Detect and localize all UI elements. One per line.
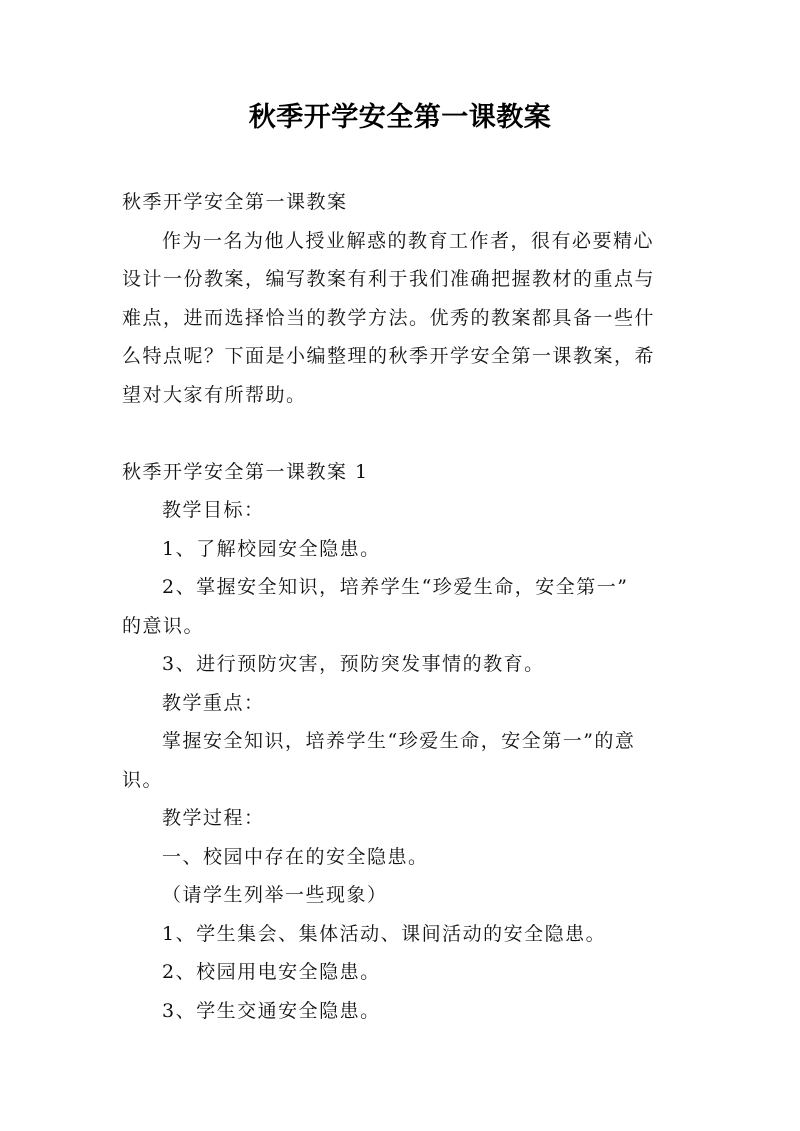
intro-paragraph-line: 么特点呢？下面是小编整理的秋季开学安全第一课教案，希: [122, 345, 656, 367]
teaching-process-label: 教学过程：: [162, 807, 265, 829]
intro-paragraph-line: 设计一份教案，编写教案有利于我们准确把握教材的重点与: [122, 268, 656, 290]
teaching-process-step: 一、校园中存在的安全隐患。: [162, 845, 429, 868]
document-body: [122, 183, 682, 1030]
teaching-goal-label: 教学目标：: [162, 499, 265, 521]
teaching-goal-item: 1、了解校园安全隐患。: [162, 537, 381, 560]
section-heading: 秋季开学安全第一课教案 1: [122, 460, 369, 483]
safety-hazard-item: 2、校园用电安全隐患。: [162, 961, 381, 983]
safety-hazard-item: 1、学生集会、集体活动、课间活动的安全隐患。: [162, 922, 607, 945]
teaching-focus-text-continuation: 识。: [122, 768, 164, 791]
safety-hazard-item: 3、学生交通安全隐患。: [162, 999, 381, 1022]
teaching-goal-item: 2、掌握安全知识，培养学生“珍爱生命，安全第一”: [162, 576, 629, 598]
intro-paragraph-line: 作为一名为他人授业解惑的教育工作者，很有必要精心: [162, 229, 655, 252]
intro-paragraph-line: 难点，进而选择恰当的教学方法。优秀的教案都具备一些什: [122, 306, 656, 329]
teaching-goal-item-continuation: 的意识。: [122, 614, 205, 637]
section-spacer: [122, 414, 682, 453]
document-title: 秋季开学安全第一课教案: [248, 102, 552, 133]
teaching-focus-label: 教学重点：: [162, 691, 265, 714]
teaching-goal-item: 3、进行预防灾害，预防突发事情的教育。: [162, 653, 545, 675]
intro-paragraph-line: 望对大家有所帮助。: [122, 383, 307, 406]
teaching-focus-text: 掌握安全知识，培养学生“珍爱生命，安全第一”的意: [162, 730, 636, 752]
intro-heading: 秋季开学安全第一课教案: [122, 191, 348, 213]
teaching-process-note: （请学生列举一些现象）: [162, 884, 388, 906]
